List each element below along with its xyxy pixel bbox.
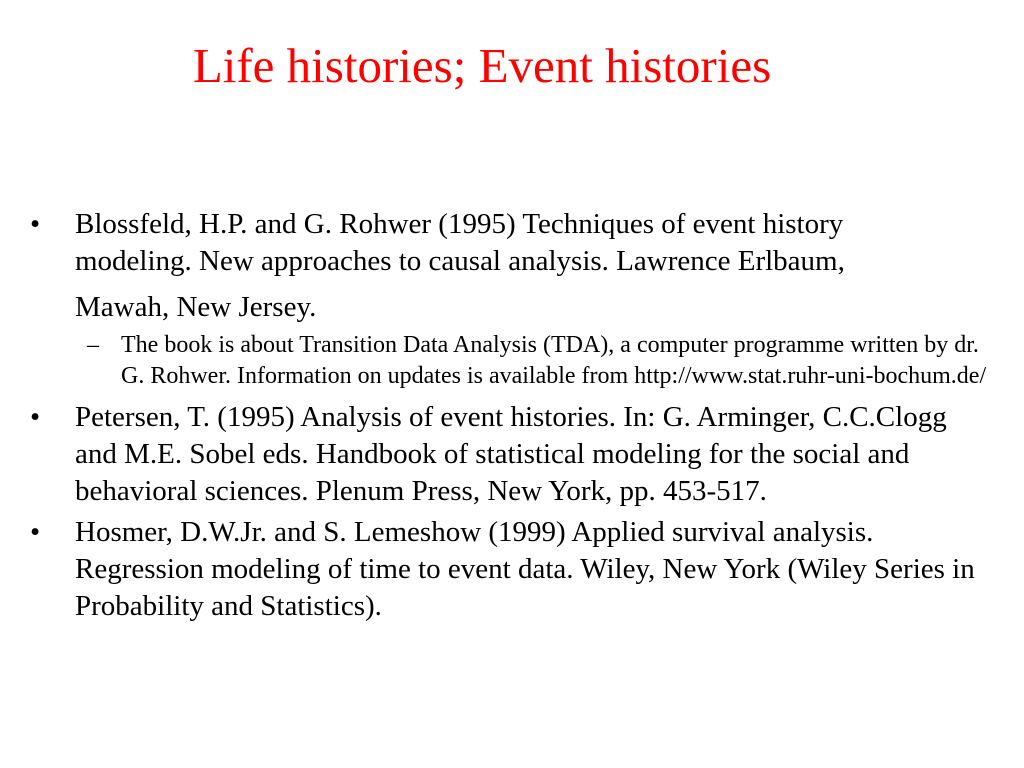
slide-content — [30, 206, 990, 625]
sub-bullet-text: The book is about Transition Data Analysis (TDA), a computer programme written by dr. G. Rohwer. Information on updates is available from http://www.stat.ruhr-uni-bochum.de/ — [121, 332, 987, 389]
bullet-text-line: modeling. New approaches to causal analysis. Lawrence Erlbaum, — [75, 245, 845, 277]
sub-bullet-marker: – — [87, 332, 99, 358]
slide-title: Life histories; Event histories — [192, 38, 772, 93]
bullet-item-blossfeld — [30, 206, 990, 326]
bullet-text: Hosmer, D.W.Jr. and S. Lemeshow (1999) Applied survival analysis. Regression modeling of time to event data. Wiley, New York (Wiley Series in Probability and Statistics). — [75, 516, 975, 622]
bullet-marker: • — [30, 208, 41, 240]
bullet-text-line: Mawah, New Jersey. — [75, 291, 317, 323]
bullet-text-line: Blossfeld, H.P. and G. Rohwer (1995) Techniques of event history — [75, 208, 844, 240]
bullet-marker: • — [30, 401, 41, 433]
bullet-item-hosmer — [30, 514, 990, 625]
bullet-text: Petersen, T. (1995) Analysis of event histories. In: G. Arminger, C.C.Clogg and M.E. Sobel eds. Handbook of statistical modeling for the social and behavioral sciences. Plenum Press, New York, pp. 453-517. — [75, 401, 947, 507]
bullet-item-petersen — [30, 399, 990, 510]
bullet-marker: • — [30, 516, 41, 548]
sub-bullet-item-tda — [30, 330, 1001, 391]
